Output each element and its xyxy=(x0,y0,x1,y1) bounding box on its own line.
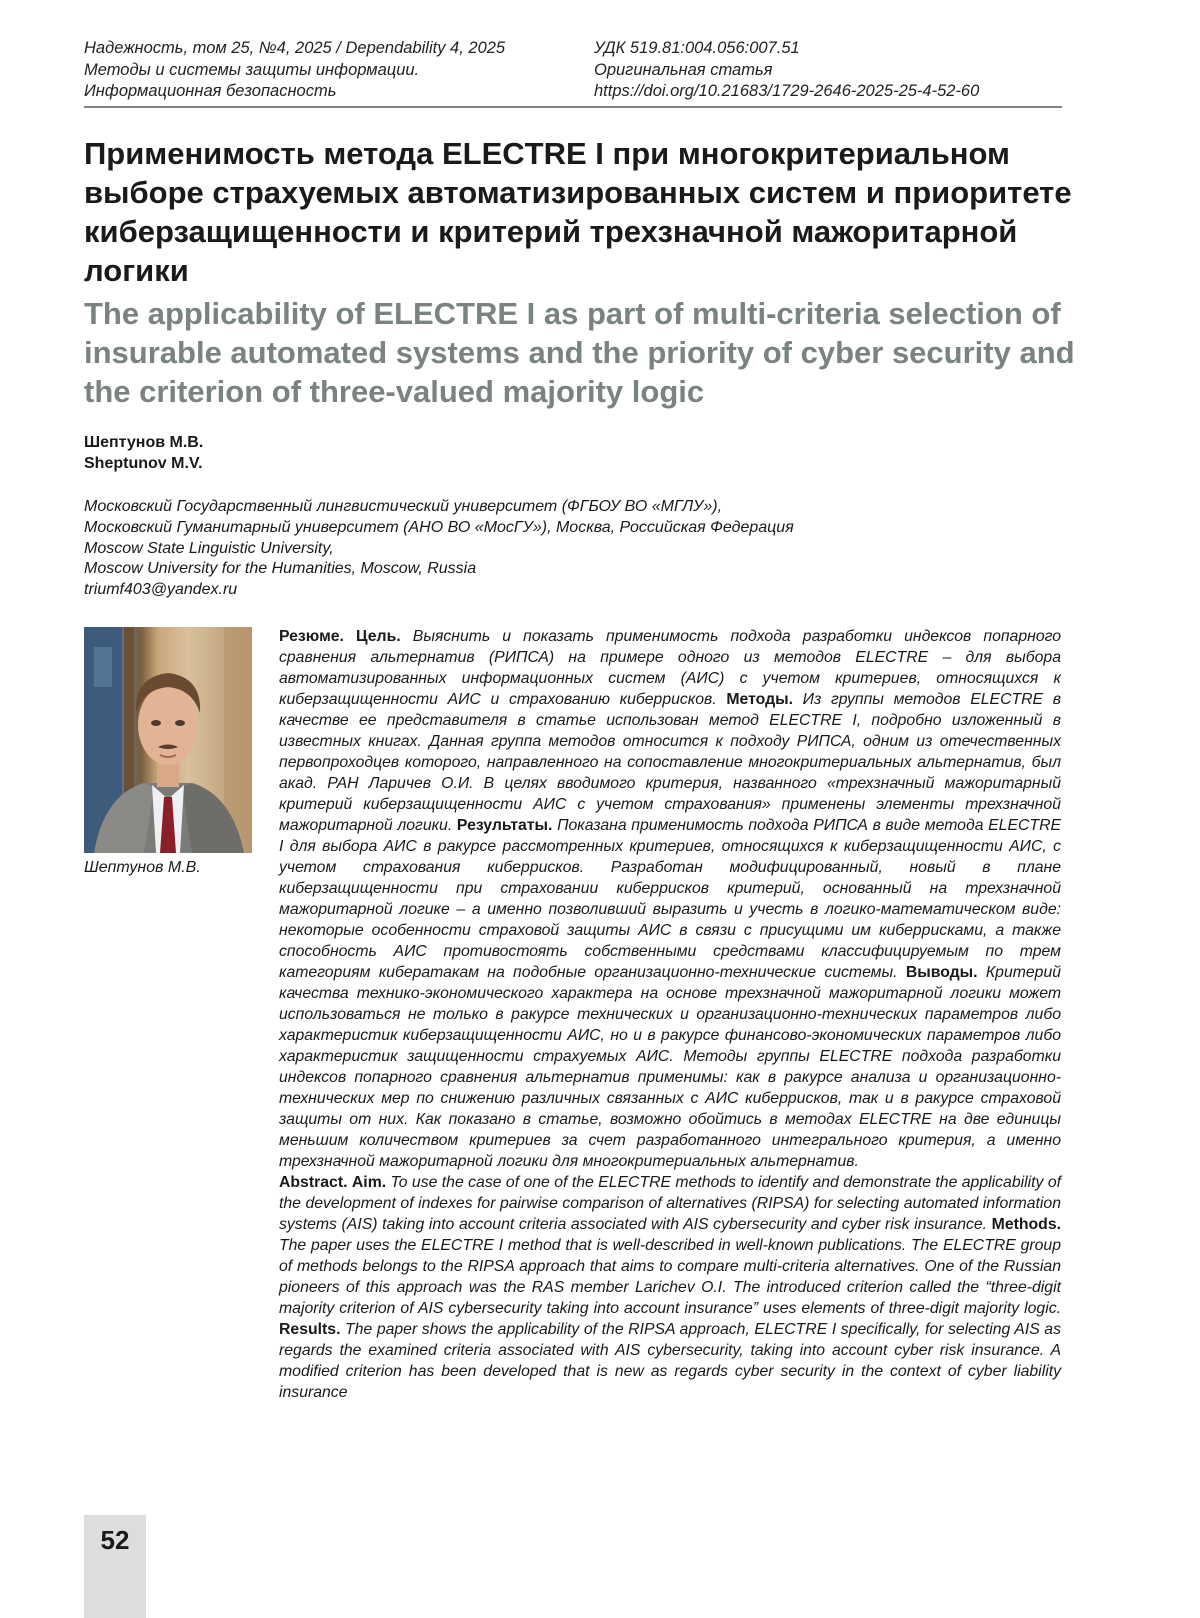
methods-label-ru: Методы. xyxy=(726,691,793,708)
results-label-en: Results. xyxy=(279,1321,341,1338)
subsection-line: Информационная безопасность xyxy=(84,82,337,100)
article-title-russian: Применимость метода ELECTRE I при многокритериальном выборе страхуемых автоматизированных систем и приоритете киберзащищенности и критерий трехзначной мажоритарной логики xyxy=(84,136,1072,288)
page-number-tab xyxy=(84,1515,146,1618)
journal-line: Надежность, том 25, №4, 2025 / Dependability 4, 2025 xyxy=(84,39,506,57)
abstract-label-en: Abstract. xyxy=(279,1174,348,1191)
results-text-en: The paper shows the applicability of the RIPSA approach, ELECTRE I specifically, for selecting AIS as regards the examined criteria associated with AIS cybersecurity, taking into account cyber risk insurance. A modified criterion has been developed that is new as regards cyber security in the context of cyber liability insurance xyxy=(279,1321,1061,1401)
author-name-russian: Шептунов М.В. xyxy=(84,434,204,451)
conclusions-label-ru: Выводы. xyxy=(905,964,978,981)
aim-text-ru: Выяснить и показать применимость подхода разработки индексов попарного сравнения альтернатив (РИПСА) на примере одного из методов ELECTRE – для выбора автоматизированных информационных систем (АИС) с учетом критериев, относящихся к киберзащищенности АИС и страхованию киберрисков. xyxy=(279,628,1062,708)
author-email[interactable]: triumf403@yandex.ru xyxy=(84,581,238,599)
author-portrait-illustration xyxy=(84,627,252,853)
aim-label-en: Aim. xyxy=(351,1174,387,1191)
affiliation-line: Moscow State Linguistic University, xyxy=(84,539,334,557)
affiliation-line: Moscow University for the Humanities, Moscow, Russia xyxy=(84,560,477,578)
summary-label: Резюме. xyxy=(279,628,344,645)
running-header-left xyxy=(84,38,505,103)
header-divider xyxy=(84,106,1062,108)
conclusions-text-ru: Критерий качества технико-экономического характера на основе трехзначной мажоритарной логики может использоваться не только в ракурсе технических и организационно-технических параметров либо характеристик киберзащищенности АИС, но и в ракурсе финансово-экономических параметров либо характеристик защищенности страхуемых АИС. Методы группы ELECTRE подхода разработки индексов попарного сравнения альтернатив применимы: как в ракурсе анализа и организационно-технических мер по снижению различных связанных с АИС киберрисков, так и в ракурсе страховой защиты от них. Как показано в статье, возможно обойтись в методах ELECTRE на две единицы меньшим количеством критериев за счет разработанного интегрального критерия, а именно трехзначной мажоритарной логики для многокритериальных альтернатив. xyxy=(279,964,1062,1170)
udc-code: УДК 519.81:004.056:007.51 xyxy=(594,39,800,57)
article-title-english: The applicability of ELECTRE I as part of multi-criteria selection of insurable automated systems and the priority of cyber security and the criterion of three-valued majority logic xyxy=(84,296,1075,409)
methods-text-en: The paper uses the ELECTRE I method that is well-described in well-known publications. The ELECTRE group of methods belongs to the RIPSA approach that aims to compare multi-criteria alternatives. One of the Russian pioneers of this approach was the RAS member Larichev O.I. The introduced criterion called the “three-digit majority criterion of AIS cybersecurity taking into account insurance” uses elements of three-digit majority logic. xyxy=(279,1237,1061,1317)
methods-label-en: Methods. xyxy=(991,1216,1061,1233)
affiliations xyxy=(84,497,794,601)
page-number: 52 xyxy=(100,1525,130,1555)
methods-text-ru: Из группы методов ELECTRE в качестве ее представителя в статье использован метод ELECTRE I, подробно изложенный в известных книгах. Данная группа методов относится к подходу РИПСА, одним из отечественных первопроходцев которого, направленного на сопоставление многокритериальных альтернатив, был акад. РАН Ларичев О.И. В целях вводимого критерия, названного «трехзначный мажоритарный критерий киберзащищенности АИС с учетом страхования» применены элементы трехзначной мажоритарной логики. xyxy=(279,691,1061,834)
aim-text-en: To use the case of one of the ELECTRE methods to identify and demonstrate the applicability of the development of indexes for pairwise comparison of alternatives (RIPSA) for selecting automated information systems (AIS) taking into account criteria associated with AIS cybersecurity and cyber risk insurance. xyxy=(279,1174,1062,1233)
article-type: Оригинальная статья xyxy=(594,60,773,79)
author-photo xyxy=(84,627,252,853)
aim-label-ru: Цель. xyxy=(356,628,401,645)
affiliation-line: Московский Гуманитарный университет (АНО ВО «МосГУ»), Москва, Российская Федерация xyxy=(84,518,794,536)
doi-link[interactable]: https://doi.org/10.21683/1729-2646-2025-25-4-52-60 xyxy=(594,82,980,100)
photo-caption: Шептунов М.В. xyxy=(84,859,201,876)
results-label-ru: Результаты. xyxy=(456,817,553,834)
author-name-english: Sheptunov M.V. xyxy=(84,455,203,472)
running-header-right xyxy=(594,38,979,103)
abstract xyxy=(279,626,1061,1403)
section-line: Методы и системы защиты информации. xyxy=(84,60,420,79)
results-text-ru: Показана применимость подхода РИПСА в виде метода ELECTRE I для выбора АИС в ракурсе рассмотренных критериев, относящихся к киберзащищенности АИС, с учетом страхования киберрисков. Разработан модифицированный, новый в плане киберзащищенности при страховании киберрисков критерий, основанный на трехзначной мажоритарной логике – а именно позволивший выразить и учесть в логико-математическом виде: некоторые особенности страховой защиты АИС в связи с присущими им киберрисками, а также способность АИС противостоять собственными средствами классифицируемым по трем категориям кибератакам на подобные организационно-технические системы. xyxy=(279,817,1062,981)
affiliation-line: Московский Государственный лингвистический университет (ФГБОУ ВО «МГЛУ»), xyxy=(84,498,723,515)
